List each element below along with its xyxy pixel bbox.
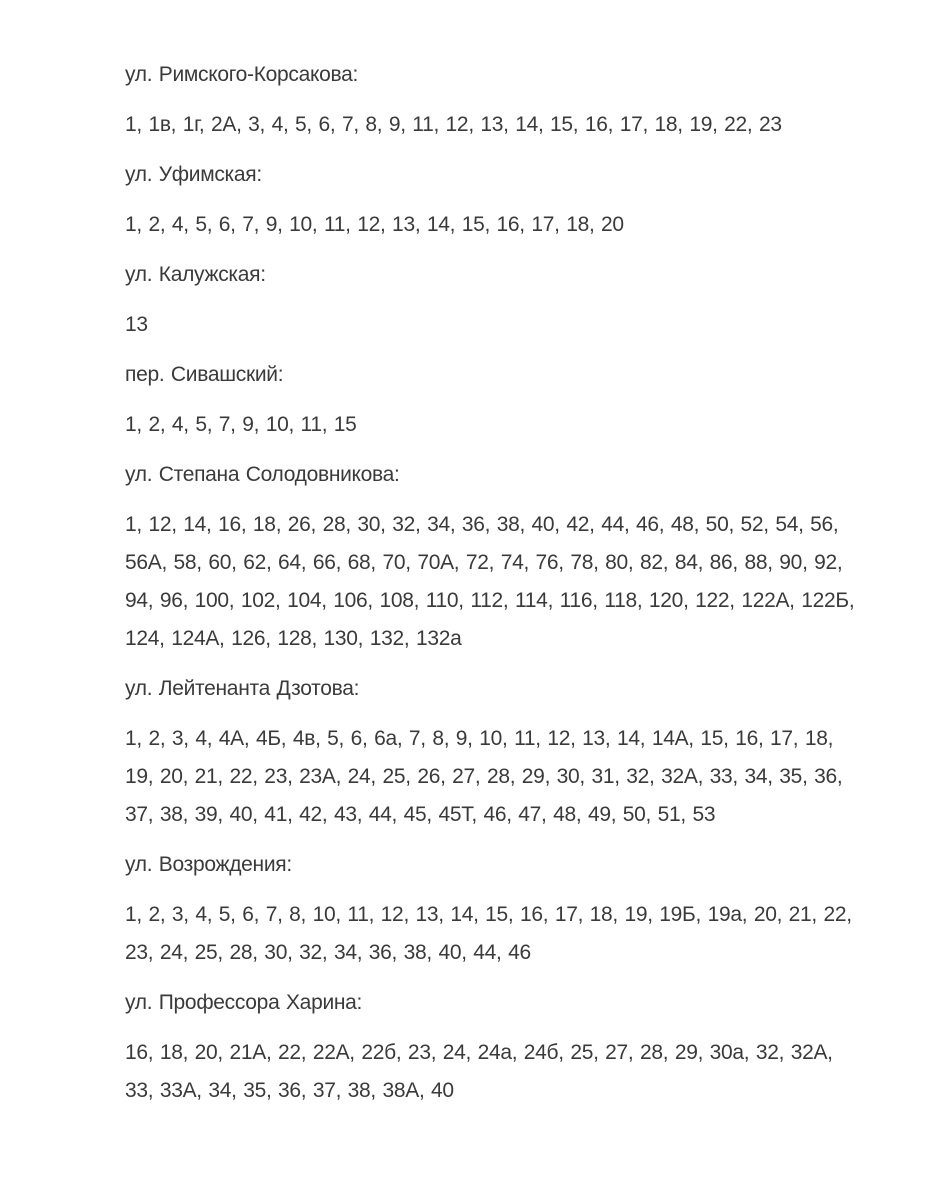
street-name: ул. Профессора Харина: xyxy=(125,991,363,1014)
street-name: ул. Римского-Корсакова: xyxy=(125,63,359,86)
house-numbers-list: 1, 2, 3, 4, 5, 6, 7, 8, 10, 11, 12, 13, 14, 15, 16, 17, 18, 19, 19Б, 19а, 20, 21, 22, 23, 24, 25, 28, 30, 32, 34, 36, 38, 40, 44, 46 xyxy=(125,903,852,964)
street-name: ул. Уфимская: xyxy=(125,163,262,186)
street-section xyxy=(125,846,867,972)
street-section xyxy=(125,356,867,444)
house-numbers-list: 1, 12, 14, 16, 18, 26, 28, 30, 32, 34, 36, 38, 40, 42, 44, 46, 48, 50, 52, 54, 56, 56А, 58, 60, 62, 64, 66, 68, 70, 70А, 72, 74, 76, 78, 80, 82, 84, 86, 88, 90, 92, 94, 96, 100, 102, 104, 106, 108, 110, 112, 114, 116, 118, 120, 122, 122А, 122Б, 124, 124А, 126, 128, 130, 132, 132а xyxy=(125,513,855,650)
house-numbers-list: 13 xyxy=(125,313,148,336)
house-numbers-list: 1, 2, 4, 5, 7, 9, 10, 11, 15 xyxy=(125,413,357,436)
house-numbers-list: 1, 2, 3, 4, 4А, 4Б, 4в, 5, 6, 6а, 7, 8, 9, 10, 11, 12, 13, 14, 14А, 15, 16, 17, 18, 19, 20, 21, 22, 23, 23А, 24, 25, 26, 27, 28, 29, 30, 31, 32, 32А, 33, 34, 35, 36, 37, 38, 39, 40, 41, 42, 43, 44, 45, 45Т, 46, 47, 48, 49, 50, 51, 53 xyxy=(125,727,843,826)
street-section xyxy=(125,456,867,658)
street-name: ул. Степана Солодовникова: xyxy=(125,463,400,486)
house-numbers-list: 1, 2, 4, 5, 6, 7, 9, 10, 11, 12, 13, 14, 15, 16, 17, 18, 20 xyxy=(125,213,624,236)
street-section xyxy=(125,984,867,1110)
street-section xyxy=(125,256,867,344)
street-name: ул. Возрождения: xyxy=(125,853,292,876)
street-name: ул. Лейтенанта Дзотова: xyxy=(125,677,360,700)
house-numbers-list: 1, 1в, 1г, 2А, 3, 4, 5, 6, 7, 8, 9, 11, 12, 13, 14, 15, 16, 17, 18, 19, 22, 23 xyxy=(125,113,782,136)
street-name: пер. Сивашский: xyxy=(125,363,284,386)
street-section xyxy=(125,56,867,144)
street-section xyxy=(125,670,867,834)
house-numbers-list: 16, 18, 20, 21А, 22, 22А, 22б, 23, 24, 24а, 24б, 25, 27, 28, 29, 30а, 32, 32А, 33, 33А, 34, 35, 36, 37, 38, 38А, 40 xyxy=(125,1041,833,1102)
street-name: ул. Калужская: xyxy=(125,263,266,286)
street-section xyxy=(125,156,867,244)
